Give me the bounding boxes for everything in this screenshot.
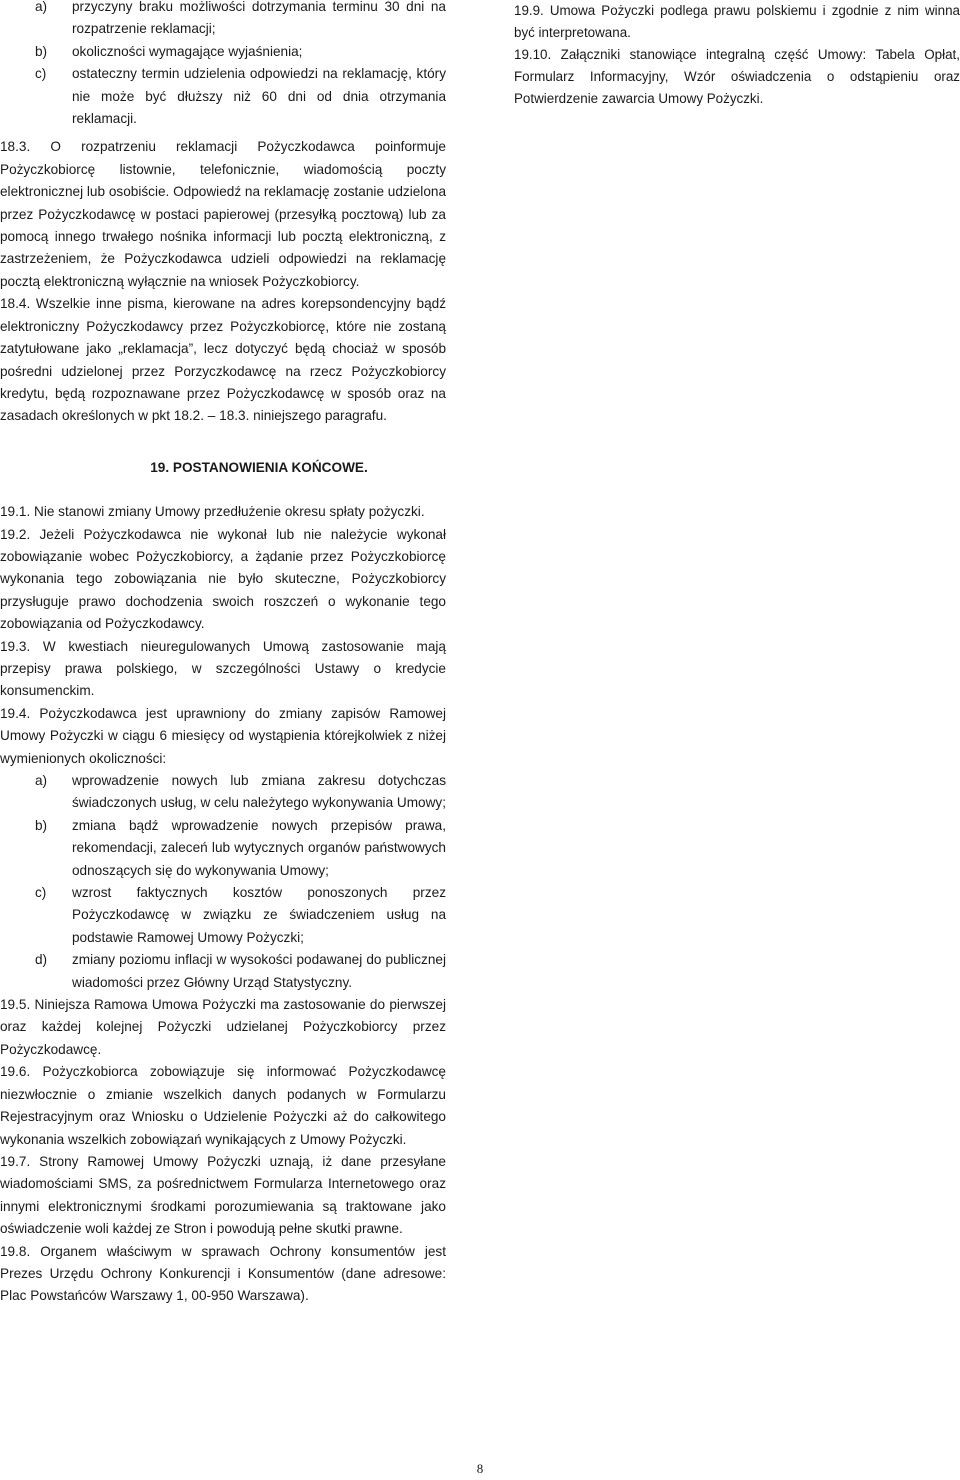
list-item-text: okoliczności wymagające wyjaśnienia; bbox=[72, 43, 303, 59]
list-item bbox=[0, 882, 446, 949]
section-heading-text: 19. POSTANOWIENIA KOŃCOWE. bbox=[150, 459, 368, 475]
list-item bbox=[0, 0, 446, 41]
paragraph-19-6: 19.6. Pożyczkobiorca zobowiązuje się informować Pożyczkodawcę niezwłocznie o zmianie wszelkich danych podanych w Formularzu Rejestracyjnym oraz Wniosku o Udzielenie Pożyczki aż do całkowitego wykonania wszelkich zobowiązań wynikających z Umowy Pożyczki. bbox=[0, 1064, 446, 1147]
list-item-text: przyczyny braku możliwości dotrzymania terminu 30 dni na rozpatrzenie reklamacji; bbox=[72, 0, 446, 37]
list-item bbox=[0, 815, 446, 882]
paragraph-19-4: 19.4. Pożyczkodawca jest uprawniony do zmiany zapisów Ramowej Umowy Pożyczki w ciągu 6 miesięcy od wystąpienia którejkolwiek z niżej wymienionych okoliczności: bbox=[0, 705, 446, 766]
paragraph-18-3: 18.3. O rozpatrzeniu reklamacji Pożyczkodawca poinformuje Pożyczkobiorcę listownie, telefonicznie, wiadomością poczty elektronicznej lub osobiście. Odpowiedź na reklamację zostanie udzielona przez Pożyczkodawcę w postaci papierowej (przesyłką pocztową) lub za pomocą innego trwałego nośnika informacji lub pocztą elektroniczną, z zastrzeżeniem, że Pożyczkodawca udzieli odpowiedzi na reklamację pocztą elektroniczną wyłącznie na wniosek Pożyczkobiorcy. bbox=[0, 139, 446, 289]
paragraph-19-1: 19.1. Nie stanowi zmiany Umowy przedłużenie okresu spłaty pożyczki. bbox=[0, 504, 425, 520]
amendment-list bbox=[0, 770, 446, 994]
list-marker: b) bbox=[35, 43, 48, 59]
list-item bbox=[0, 41, 446, 63]
list-marker: a) bbox=[35, 0, 48, 14]
list-marker: a) bbox=[35, 773, 48, 788]
list-item-text: wprowadzenie nowych lub zmiana zakresu dotychczas świadczonych usług, w celu należytego wykonywania Umowy; bbox=[72, 773, 447, 811]
list-item bbox=[0, 949, 446, 994]
list-item-text: zmiany poziomu inflacji w wysokości podawanej do publicznej wiadomości przez Główny Urząd Statystyczny. bbox=[72, 952, 446, 990]
list-marker: c) bbox=[35, 885, 47, 901]
list-marker: c) bbox=[35, 66, 47, 82]
list-marker: d) bbox=[35, 952, 48, 968]
list-item-text: zmiana bądź wprowadzenie nowych przepisów prawa, rekomendacji, zaleceń lub wytycznych organów państwowych odnoszących się do wykonywania Umowy; bbox=[72, 817, 446, 878]
paragraph-19-7: 19.7. Strony Ramowej Umowy Pożyczki uznają, iż dane przesyłane wiadomościami SMS, za pośrednictwem Formularza Internetowego oraz innymi elektronicznymi środkami porozumiewania są traktowane jako oświadczenie woli każdej ze Stron i powodują pełne skutki prawne. bbox=[0, 1153, 446, 1237]
paragraph-19-8: 19.8. Organem właściwym w sprawach Ochrony konsumentów jest Prezes Urzędu Ochrony Konkurencji i Konsumentów (dane adresowe: Plac Powstańców Warszawy 1, 00-950 Warszawa). bbox=[0, 1243, 446, 1304]
left-column bbox=[0, 0, 446, 1308]
right-column bbox=[514, 0, 960, 110]
list-item bbox=[0, 63, 446, 130]
page-number: 8 bbox=[476, 1461, 484, 1476]
paragraph-19-5: 19.5. Niniejsza Ramowa Umowa Pożyczki ma zastosowanie do pierwszej oraz każdej kolejnej Pożyczki udzielanej Pożyczkobiorcy przez Pożyczkodawcę. bbox=[0, 997, 446, 1057]
paragraph-19-2: 19.2. Jeżeli Pożyczkodawca nie wykonał lub nie należycie wykonał zobowiązanie wobec Pożyczkobiorcy, a żądanie przez Pożyczkobiorcę wykonania tego zobowiązania nie było skuteczne, Pożyczkobiorcy przysługuje prawo dochodzenia swoich roszczeń o wykonanie tego zobowiązania od Pożyczkodawcy. bbox=[0, 526, 446, 632]
section-heading bbox=[0, 457, 446, 479]
list-marker: b) bbox=[35, 817, 48, 833]
paragraph-19-9: 19.9. Umowa Pożyczki podlega prawu polskiemu i zgodnie z nim winna być interpretowana. bbox=[514, 3, 960, 40]
complaint-list bbox=[0, 0, 446, 130]
list-item-text: wzrost faktycznych kosztów ponoszonych przez Pożyczkodawcę w związku ze świadczeniem usług na podstawie Ramowej Umowy Pożyczki; bbox=[72, 885, 446, 945]
paragraph-19-10: 19.10. Załączniki stanowiące integralną część Umowy: Tabela Opłat, Formularz Informacyjny, Wzór oświadczenia o odstąpieniu oraz Potwierdzenie zawarcia Umowy Pożyczki. bbox=[514, 47, 960, 106]
list-item bbox=[0, 770, 446, 815]
list-item-text: ostateczny termin udzielenia odpowiedzi na reklamację, który nie może być dłuższy niż 60 dni od dnia otrzymania reklamacji. bbox=[72, 66, 446, 127]
paragraph-18-4: 18.4. Wszelkie inne pisma, kierowane na adres korepsondencyjny bądź elektroniczny Pożyczkodawcy przez Pożyczkobiorcę, które nie zostaną zatytułowane jako „reklamacja”, lecz dotyczyć będą chociaż w sposób pośredni udzielonej przez Porzyczkodawcę na rzecz Pożyczkobiorcy kredytu, będą rozpoznawane przez Pożyczkodawcę w sposób oraz na zasadach określonych w pkt 18.2. – 18.3. niniejszego paragrafu. bbox=[0, 296, 446, 424]
paragraph-19-3: 19.3. W kwestiach nieuregulowanych Umową zastosowanie mają przepisy prawa polskiego, w szczególności Ustawy o kredycie konsumenckim. bbox=[0, 638, 446, 699]
